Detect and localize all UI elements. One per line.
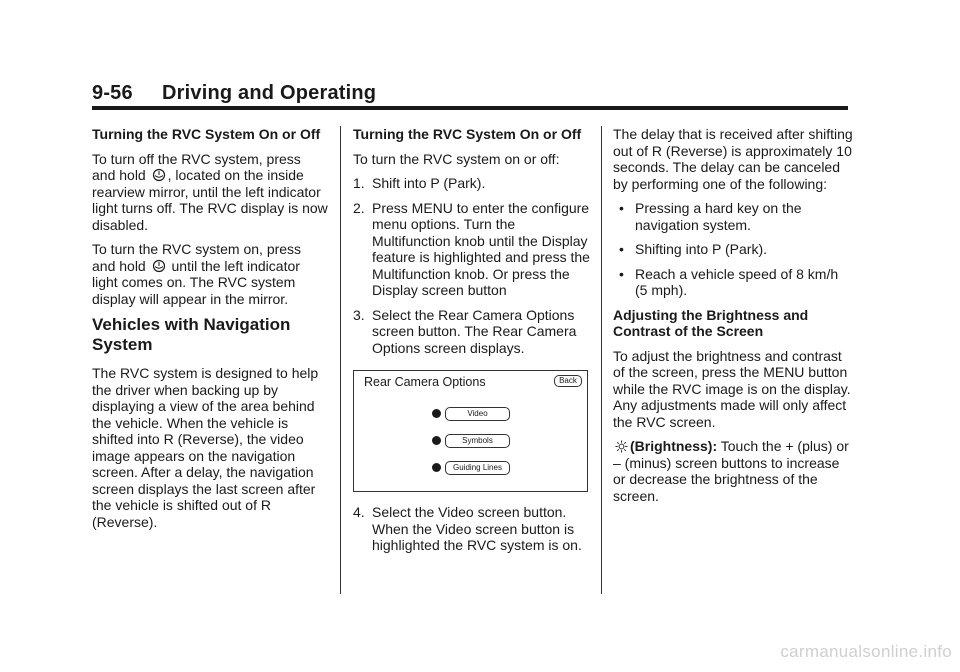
- radio-dot-icon: [432, 463, 441, 472]
- option-label: Video: [445, 407, 510, 421]
- radio-dot-icon: [432, 436, 441, 445]
- brightness-sun-icon: [615, 440, 628, 453]
- watermark: carmanualsonline.info: [780, 642, 952, 661]
- guiding-lines-option[interactable]: [432, 461, 510, 475]
- bullet-icon: •: [619, 265, 624, 282]
- subheading: Turning the RVC System On or Off: [92, 126, 321, 142]
- page-number: 9-56: [92, 82, 133, 104]
- screen-title: Rear Camera Options: [364, 375, 486, 389]
- rear-camera-options-screen: [353, 370, 588, 492]
- paragraph: To adjust the brightness and contrast of the screen, press the MENU button while the RVC image is on the display. Any adjustments made will only affect the RVC screen.: [613, 347, 851, 430]
- paragraph: The delay that is received after shifting out of R (Reverse) is approximately 10 seconds. The delay can be canceled by performing one of the following:: [613, 126, 853, 192]
- bullet-icon: •: [619, 200, 624, 216]
- step-item: 4. Select the Video screen button. When the Video screen button is highlighted the RVC system is on.: [353, 504, 582, 553]
- paragraph: To turn the RVC system on or off:: [353, 150, 560, 167]
- column-middle: [353, 126, 593, 562]
- step-item: 2. Press MENU to enter the configure menu options. Turn the Multifunction knob until the Display feature is highlighted and press the Multifunction knob. Or press the Display screen button: [353, 199, 590, 298]
- brightness-label: (Brightness):: [630, 438, 718, 454]
- back-button[interactable]: Back: [554, 375, 582, 387]
- column-divider: [340, 126, 341, 594]
- subheading: Turning the RVC System On or Off: [353, 126, 582, 142]
- bullet-item: • Pressing a hard key on the navigation system.: [619, 200, 802, 233]
- bullet-item: • Reach a vehicle speed of 8 km/h (5 mph).: [619, 265, 839, 298]
- step-item: 3. Select the Rear Camera Options screen button. The Rear Camera Options screen displays.: [353, 306, 577, 356]
- paragraph: The RVC system is designed to help the driver when backing up by displaying a view of the area behind the vehicle. When the vehicle is shifted into R (Reverse), the video image appears on the navigation screen. After a delay, the navigation screen displays the last screen after the vehicle is shifted out of R (Reverse).: [92, 365, 319, 530]
- option-label: Symbols: [445, 434, 510, 448]
- rvc-button-icon: [152, 259, 166, 273]
- section-title: Vehicles with Navigation System: [92, 315, 291, 354]
- column-divider: [601, 126, 602, 594]
- page-header: [92, 82, 848, 110]
- symbols-option[interactable]: [432, 434, 510, 448]
- chapter-title: Driving and Operating: [162, 82, 377, 104]
- paragraph: To turn off the RVC system, press and hold , located on the inside rearview mirror, until the left indicator light turns off. The RVC display is now disabled.: [92, 150, 328, 233]
- paragraph: To turn the RVC system on, press and hold until the left indicator light comes on. The RVC system display will appear in the mirror.: [92, 241, 302, 307]
- column-right: [613, 126, 853, 512]
- option-label: Guiding Lines: [445, 461, 510, 475]
- bullet-icon: •: [619, 241, 624, 257]
- bullet-item: • Shifting into P (Park).: [619, 241, 768, 257]
- step-item: 1. Shift into P (Park).: [353, 175, 486, 191]
- subheading: Adjusting the Brightness and Contrast of the Screen: [613, 306, 809, 339]
- radio-dot-icon: [432, 409, 441, 418]
- video-option[interactable]: [432, 407, 510, 421]
- paragraph: (Brightness): Touch the + (plus) or – (minus) screen buttons to increase or decrease the brightness of the screen.: [613, 438, 849, 504]
- column-left: [92, 126, 328, 538]
- rvc-button-icon: [152, 168, 166, 182]
